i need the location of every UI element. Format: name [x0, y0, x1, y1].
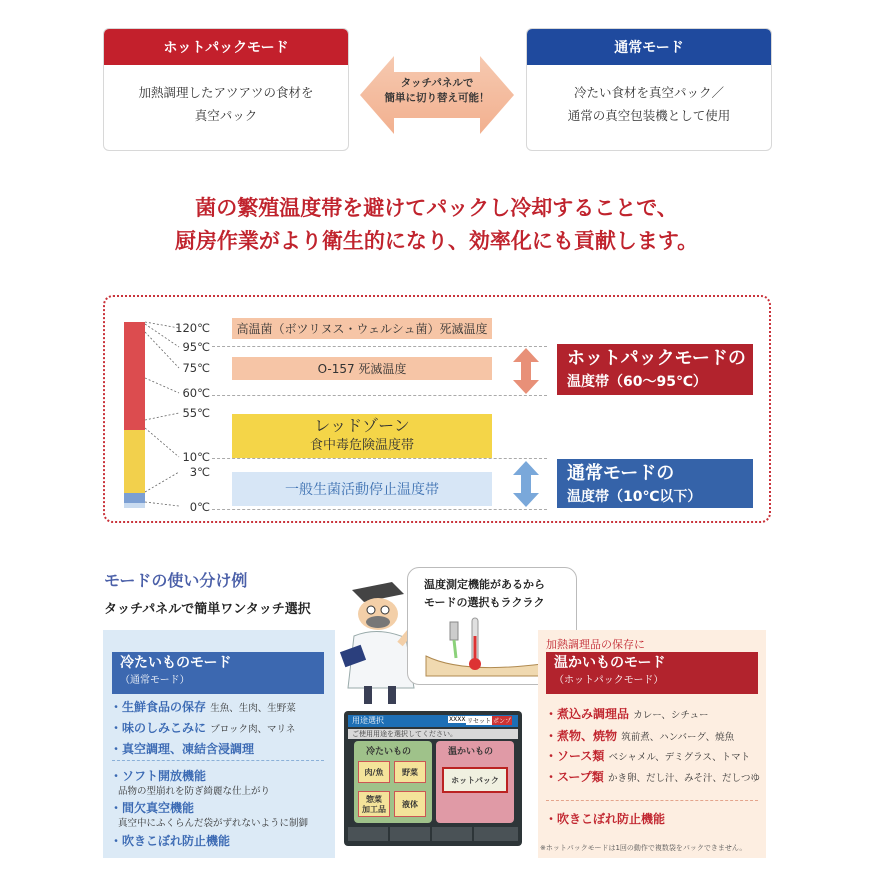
hotpack-range-arrow-icon — [513, 348, 539, 394]
hotpack-range-label — [557, 344, 753, 395]
tick-95: 95℃ — [182, 340, 210, 354]
tick-10: 10℃ — [182, 450, 210, 464]
bubble-text — [424, 576, 545, 612]
cold-soft-note: 品物の型崩れを防ぎ綺麗な仕上がり — [118, 786, 271, 797]
bubble-line1: 温度測定機能があるから — [424, 578, 545, 591]
cold-item-boilover: ・吹きこぼれ防止機能 — [110, 834, 231, 848]
tick-55: 55℃ — [182, 406, 210, 420]
tick-3: 3℃ — [189, 465, 210, 479]
hotpack-mode-box — [103, 28, 349, 151]
cold-mode-header — [112, 652, 324, 694]
cold-intermittent-note: 真空中にふくらんだ袋がずれないように制御 — [118, 818, 309, 829]
screen-reset-button[interactable]: リセット — [467, 718, 491, 725]
hotpack-mode-title: ホットパックモード — [104, 29, 348, 65]
cold-item-vacuum-cooking: ・真空調理、凍結含浸調理 — [110, 742, 255, 756]
red-zone-title: レッドゾーン — [314, 416, 410, 435]
screen-meat-button[interactable]: 肉/魚 — [358, 761, 390, 783]
warm-footnote: ※ホットパックモードは1回の動作で複数袋をパックできません。 — [540, 844, 747, 852]
band-high-temp: 高温菌（ボツリヌス・ウェルシュ菌）死滅温度 — [232, 318, 492, 339]
screen-deli-line2: 加工品 — [362, 805, 386, 814]
tick-120: 120℃ — [175, 321, 210, 335]
normal-range-line1: 通常モードの — [567, 463, 675, 484]
normal-range-label — [557, 459, 753, 508]
screen-soft-key-3[interactable] — [432, 827, 472, 841]
thermometer-yellow — [124, 430, 145, 493]
usage-title: モードの使い分け例 — [104, 571, 248, 590]
warm-divider — [546, 800, 758, 801]
hotpack-desc-line1: 加熱調理したアツアツの食材を — [138, 85, 314, 100]
line-0 — [212, 509, 547, 510]
cold-item-intermittent: ・間欠真空機能 — [110, 801, 195, 815]
screen-warm-label: 温かいもの — [448, 747, 494, 757]
screen-header: 用途選択 — [352, 716, 384, 725]
line-95 — [212, 346, 547, 347]
tick-0: 0℃ — [189, 500, 210, 514]
switch-note-line1: タッチパネルで — [400, 77, 474, 89]
tick-60: 60℃ — [182, 386, 210, 400]
line-60 — [212, 395, 547, 396]
switch-note — [372, 76, 502, 106]
normal-mode-desc — [527, 65, 771, 127]
headline-line2: 厨房作業がより衛生的になり、効率化にも貢献します。 — [174, 229, 699, 253]
cold-divider — [112, 760, 324, 761]
thermometer-blue — [124, 493, 145, 503]
cold-item-marinate: ・味のしみこみに ブロック肉、マリネ — [110, 721, 296, 735]
cold-mode-subtitle: （通常モード） — [120, 675, 190, 686]
normal-mode-box — [526, 28, 772, 151]
headline-line1: 菌の繁殖温度帯を避けてパックし冷却することで、 — [195, 196, 678, 220]
screen-soft-key-4[interactable] — [474, 827, 518, 841]
hotpack-desc-line2: 真空パック — [194, 108, 258, 123]
hotpack-range-line2: 温度帯（60〜95℃） — [567, 374, 707, 390]
normal-range-line2: 温度帯（10℃以下） — [567, 489, 702, 505]
warm-item-soup: ・スープ類 かき卵、だし汁、みそ汁、だしつゆ — [545, 770, 761, 784]
normal-range-arrow-icon — [513, 461, 539, 507]
warm-mode-subtitle: （ホットパックモード） — [554, 675, 664, 686]
screen-soft-key-1[interactable] — [348, 827, 388, 841]
normal-desc-line2: 通常の真空包装機として使用 — [567, 108, 731, 123]
normal-mode-title: 通常モード — [527, 29, 771, 65]
warm-item-boilover: ・吹きこぼれ防止機能 — [545, 812, 666, 826]
touch-panel-screen — [344, 711, 522, 846]
screen-soft-key-2[interactable] — [390, 827, 430, 841]
tick-75: 75℃ — [182, 361, 210, 375]
screen-liquid-button[interactable]: 液体 — [394, 791, 426, 817]
warm-mode-title: 温かいものモード — [554, 655, 666, 671]
screen-hotpack-button[interactable]: ホットパック — [442, 767, 508, 793]
warm-item-stew: ・煮込み調理品 カレー、シチュー — [545, 707, 709, 721]
band-red-zone — [232, 414, 492, 458]
warm-item-sauce: ・ソース類 ベシャメル、デミグラス、トマト — [545, 749, 751, 763]
red-zone-sub: 食中毒危険温度帯 — [309, 438, 414, 453]
screen-vegetable-button[interactable]: 野菜 — [394, 761, 426, 783]
hotpack-mode-desc — [104, 65, 348, 127]
warm-mode-header — [546, 652, 758, 694]
normal-desc-line1: 冷たい食材を真空パック／ — [573, 85, 724, 100]
thermometer-red — [124, 322, 145, 430]
line-10 — [212, 458, 547, 459]
band-general: 一般生菌活動停止温度帯 — [232, 472, 492, 506]
cold-mode-title: 冷たいものモード — [120, 655, 232, 671]
screen-deli-line1: 惣菜 — [366, 795, 382, 804]
cold-item-soft-release: ・ソフト開放機能 — [110, 769, 207, 783]
thermometer-lightblue — [124, 503, 145, 508]
screen-header-code: XXXX — [449, 716, 466, 723]
cold-item-fresh: ・生鮮食品の保存 生魚、生肉、生野菜 — [110, 700, 296, 714]
warm-mode-caption: 加熱調理品の保存に — [546, 638, 645, 651]
screen-cold-label: 冷たいもの — [366, 747, 412, 757]
hotpack-range-line1: ホットパックモードの — [567, 348, 746, 369]
switch-note-line2: 簡単に切り替え可能！ — [384, 92, 490, 104]
headline — [0, 192, 873, 258]
bubble-line2: モードの選択もラクラク — [424, 596, 545, 609]
warm-item-simmered: ・煮物、焼物 筑前煮、ハンバーグ、焼魚 — [545, 729, 735, 743]
screen-pump-button[interactable]: ポンプ — [493, 718, 512, 725]
usage-subtitle: タッチパネルで簡単ワンタッチ選択 — [104, 602, 311, 617]
screen-prompt: ご使用用途を選択してください。 — [348, 729, 518, 739]
band-o157: O-157 死滅温度 — [232, 357, 492, 380]
screen-deli-button[interactable] — [358, 791, 390, 817]
